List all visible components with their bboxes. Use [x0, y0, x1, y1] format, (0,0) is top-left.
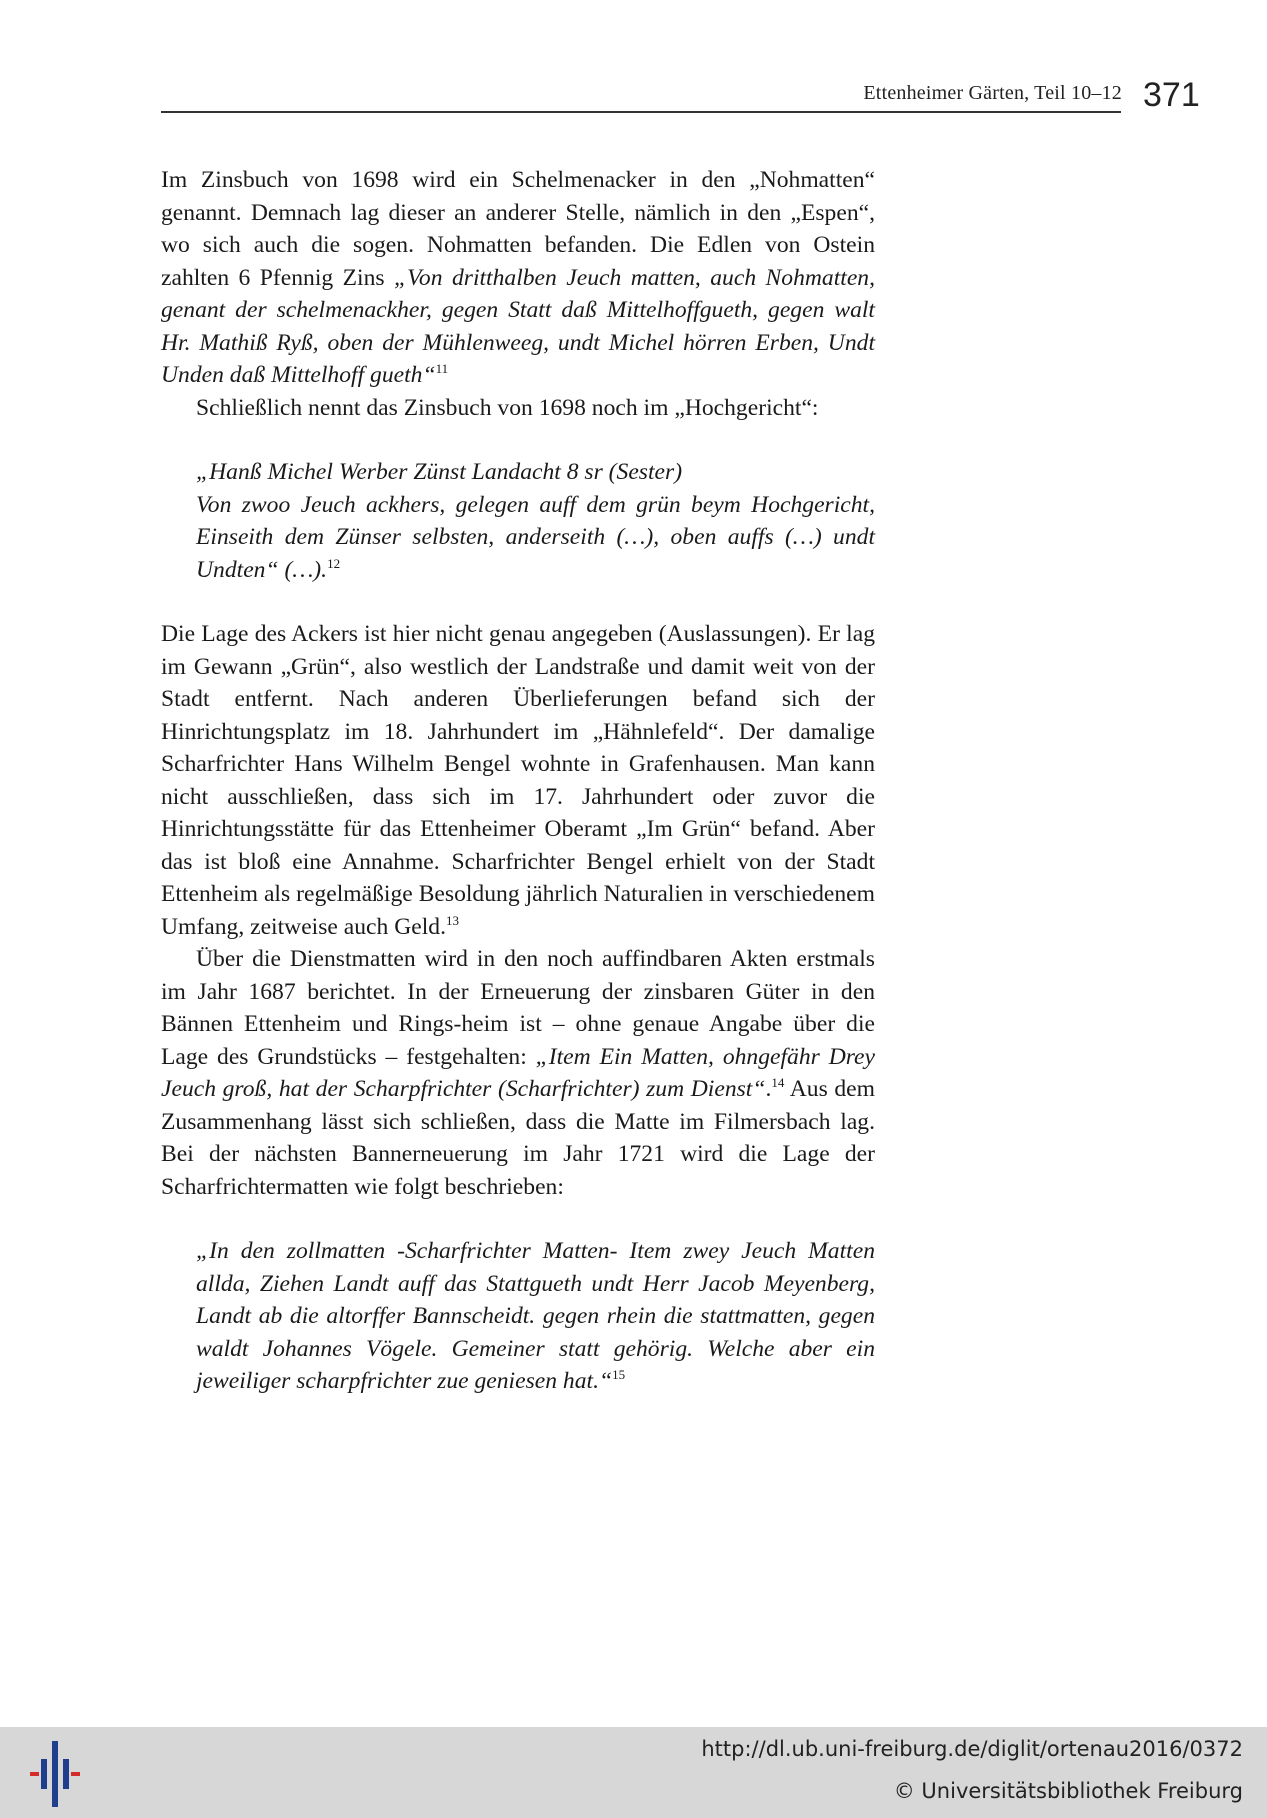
block-quote-2-text [196, 1235, 875, 1398]
paragraph-1-quote: „Von dritthalben Jeuch matten, auch Nohmatten, genant der schelmenackher, gegen Statt daß Mittelhoffgueth, gegen walt Hr. Mathiß Ryß, oben der Mühlenweeg, undt Michel hörren Erben, Undt Unden daß Mittelhoff gueth“ [161, 264, 875, 388]
footnote-ref-12: 12 [327, 555, 341, 571]
paragraph-3-text: Die Lage des Ackers ist hier nicht genau angegeben (Auslassungen). Er lag im Gewann „Grün“, also westlich der Landstraße und damit weit von der Stadt entfernt. Nach anderen Überlieferungen befand sich der Hinrichtungsplatz im 18. Jahrhundert im „Hähnlefeld“. Der damalige Scharfrichter Hans Wilhelm Bengel wohnte in Grafenhausen. Man kann nicht ausschließen, dass sich im 17. Jahrhundert oder zuvor die Hinrichtungsstätte für das Ettenheimer Oberamt „Im Grün“ befand. Aber das ist bloß eine Annahme. Scharfrichter Bengel erhielt von der Stadt Ettenheim als regelmäßige Besoldung jährlich Naturalien in verschiedenem Umfang, zeitweise auch Geld. [161, 621, 875, 940]
footer-bar [0, 1727, 1267, 1818]
body-text [161, 164, 875, 1430]
paragraph-2: Schließlich nennt das Zinsbuch von 1698 noch im „Hochgericht“: [196, 394, 819, 421]
footnote-ref-13: 13 [445, 912, 459, 928]
block-quote-1 [196, 456, 875, 586]
header-rule [161, 111, 1121, 113]
paragraph-4 [161, 943, 875, 1203]
paragraph-1-text: Im Zinsbuch von 1698 wird ein Schelmenacker in den „Nohmatten“ genannt. Demnach lag dieser an anderer Stelle, nämlich in den „Espen“, wo sich auch die sogen. Nohmatten befanden. Die Edlen von Ostein zahlten 6 Pfennig Zins [161, 167, 875, 291]
source-url-link[interactable]: http://dl.ub.uni-freiburg.de/diglit/ortenau2016/0372 [701, 1737, 1243, 1761]
footnote-ref-11: 11 [435, 361, 449, 377]
paragraph-4-quote: „Item Ein Matten, ohngefähr Drey Jeuch groß, hat der Scharpfrichter (Scharfrichter) zum Dienst“ [161, 1043, 875, 1102]
copyright-notice: © Universitätsbibliothek Freiburg [893, 1779, 1243, 1803]
block-quote-2 [196, 1235, 875, 1398]
paragraph-1 [161, 164, 875, 392]
paragraph-4-text-a: Über die Dienstmatten wird in den noch auffindbaren Akten erstmals im Jahr 1687 berichtet. In der Erneuerung der zinsbaren Güter in den Bännen Ettenheim und Rings-heim ist – ohne genaue Angabe über die Lage des Grundstücks – festgehalten: [161, 946, 875, 1070]
block-quote-1-line-2 [196, 489, 875, 587]
block-quote-1-text: Von zwoo Jeuch ackhers, gelegen auff dem grün beym Hochgericht, Einseith dem Zünser selbsten, anderseith (…), oben auffs (…) undt Undten“ (…). [196, 491, 875, 583]
footnote-ref-14: 14 [771, 1075, 785, 1091]
page-number: 371 [1143, 76, 1200, 114]
paragraph-4-text-c: Aus dem Zusammenhang lässt sich schließen, dass die Matte im Filmersbach lag. Bei der nächsten Bannerneuerung im Jahr 1721 wird die Lage der Scharfrichtermatten wie folgt beschrieben: [161, 1076, 876, 1200]
block-quote-2-content: „In den zollmatten -Scharfrichter Matten- Item zwey Jeuch Matten allda, Ziehen Landt auff das Stattgueth undt Herr Jacob Meyenberg, Landt ab die altorffer Bannscheidt. gegen rhein die stattmatten, gegen waldt Johannes Vögele. Gemeiner statt gehörig. Welche aber ein jeweiliger scharpfrichter zue geniesen hat.“ [196, 1238, 875, 1394]
footnote-ref-15: 15 [612, 1367, 626, 1383]
paragraph-4-period: . [765, 1076, 772, 1102]
paragraph-3 [161, 618, 875, 943]
running-title: Ettenheimer Gärten, Teil 10–12 [863, 82, 1122, 104]
ub-freiburg-logo-icon [30, 1741, 80, 1807]
block-quote-1-line-1: „Hanß Michel Werber Zünst Landacht 8 sr (Sester) [196, 459, 683, 485]
